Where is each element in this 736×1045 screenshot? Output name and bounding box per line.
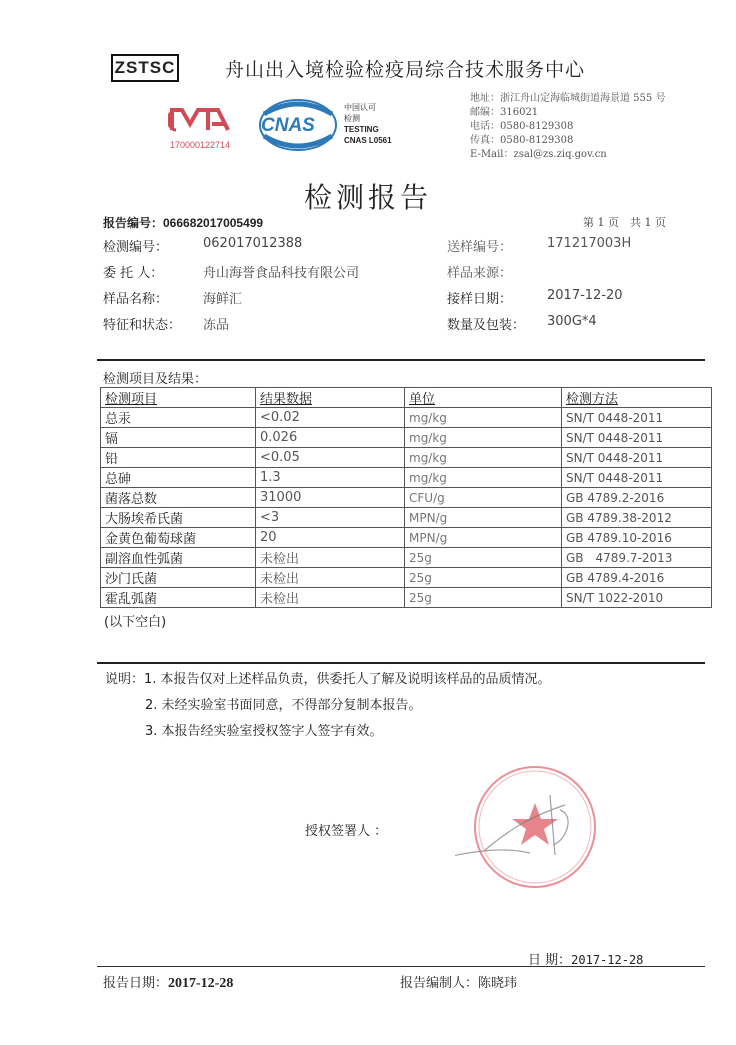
test-no: 062017012388	[203, 236, 303, 251]
sign-date: 2017-12-28	[571, 953, 644, 967]
table-row	[101, 568, 712, 588]
unit-cell: MPN/g	[405, 528, 562, 548]
divider	[97, 359, 705, 361]
item-cell: 铅	[101, 448, 256, 468]
table-row	[101, 488, 712, 508]
address-block	[470, 92, 665, 162]
method-cell: SN/T 0448-2011	[562, 428, 712, 448]
report-date: 2017-12-28	[168, 976, 234, 991]
method-cell: SN/T 0448-2011	[562, 448, 712, 468]
result-cell: 未检出	[256, 588, 405, 608]
method-cell: SN/T 1022-2010	[562, 588, 712, 608]
test-no-label: 检测编号：	[103, 240, 169, 255]
source-label: 样品来源：	[447, 266, 513, 281]
table-row	[101, 428, 712, 448]
result-cell: 20	[256, 528, 405, 548]
item-cell: 总汞	[101, 408, 256, 428]
unit-cell: 25g	[405, 548, 562, 568]
table-header-row	[101, 388, 712, 408]
report-title: 检测报告	[303, 181, 432, 214]
receive-date-label: 接样日期：	[447, 292, 513, 307]
report-number: 报告编号：066682017005499	[103, 216, 264, 230]
cnas-line: 检测	[344, 114, 360, 123]
table-row	[101, 528, 712, 548]
result-cell: 未检出	[256, 568, 405, 588]
notes-block	[105, 667, 551, 745]
signatory-label: 授权签署人 ：	[305, 824, 388, 839]
feature-label: 特征和状态：	[103, 318, 182, 333]
section-title: 检测项目及结果：	[103, 372, 208, 387]
cnas-line: TESTING	[344, 125, 379, 134]
result-cell: 1.3	[256, 468, 405, 488]
ma-code: 170000122714	[170, 140, 231, 150]
organization-name: 舟山出入境检验检疫局综合技术服务中心	[225, 59, 586, 81]
item-cell: 镉	[101, 428, 256, 448]
item-cell: 菌落总数	[101, 488, 256, 508]
result-cell: 未检出	[256, 548, 405, 568]
method-cell: GB 4789.38-2012	[562, 508, 712, 528]
feature-value: 冻品	[203, 318, 230, 333]
result-cell: <0.05	[256, 448, 405, 468]
sign-date-label: 日 期：	[528, 953, 572, 968]
method-cell: GB 4789.4-2016	[562, 568, 712, 588]
sample-name-label: 样品名称：	[103, 292, 169, 307]
method-cell: GB 4789.2-2016	[562, 488, 712, 508]
cnas-line: 中国认可	[344, 103, 376, 112]
note-item: 1. 本报告仅对上述样品负责，供委托人了解及说明该样品的品质情况。	[144, 672, 551, 687]
phone-line: 电话：0580-8129308	[470, 121, 574, 132]
sample-name: 海鲜汇	[203, 292, 243, 307]
fax-line: 传真：0580-8129308	[470, 135, 574, 146]
method-cell: GB 4789.7-2013	[562, 548, 712, 568]
item-cell: 总砷	[101, 468, 256, 488]
method-cell: SN/T 0448-2011	[562, 408, 712, 428]
unit-cell: mg/kg	[405, 448, 562, 468]
cnas-logo	[258, 98, 338, 152]
report-date-block	[103, 972, 233, 992]
table-row	[101, 408, 712, 428]
zstsc-logo: ZSTSC	[111, 54, 179, 82]
cnas-logo-text: CNAS	[261, 115, 315, 136]
unit-cell: mg/kg	[405, 408, 562, 428]
report-date-label: 报告日期：	[103, 976, 169, 991]
postcode-line: 邮编：316021	[470, 107, 539, 118]
item-cell: 霍乱弧菌	[101, 588, 256, 608]
compiler-name: 陈晓玮	[478, 976, 518, 991]
send-no-label: 送样编号：	[447, 240, 513, 255]
client-name: 舟山海誉食品科技有限公司	[203, 266, 360, 281]
unit-cell: 25g	[405, 588, 562, 608]
cnas-line: CNAS L0561	[344, 136, 392, 145]
compiler-label: 报告编制人：	[400, 976, 479, 991]
unit-cell: CFU/g	[405, 488, 562, 508]
result-cell: <0.02	[256, 408, 405, 428]
blank-note: (以下空白)	[104, 615, 167, 630]
unit-cell: mg/kg	[405, 428, 562, 448]
unit-cell: 25g	[405, 568, 562, 588]
header-item: 检测项目	[101, 388, 256, 408]
header-unit: 单位	[405, 388, 562, 408]
page-info: 第 1 页 共 1 页	[583, 216, 666, 229]
client-label: 委 托 人：	[103, 266, 164, 281]
result-cell: 31000	[256, 488, 405, 508]
qty-value: 300G*4	[547, 314, 597, 329]
item-cell: 金黄色葡萄球菌	[101, 528, 256, 548]
item-cell: 副溶血性弧菌	[101, 548, 256, 568]
table-row	[101, 508, 712, 528]
method-cell: SN/T 0448-2011	[562, 468, 712, 488]
item-cell: 大肠埃希氏菌	[101, 508, 256, 528]
address-line: 地址：浙江舟山定海临城街道海景道 555 号	[470, 93, 666, 104]
email-line: E-Mail：zsal@zs.ziq.gov.cn	[470, 149, 607, 160]
official-stamp-icon	[455, 755, 615, 905]
table-row	[101, 548, 712, 568]
header-result: 结果数据	[256, 388, 405, 408]
item-cell: 沙门氏菌	[101, 568, 256, 588]
table-row	[101, 468, 712, 488]
note-item: 3. 本报告经实验室授权签字人签字有效。	[145, 724, 383, 739]
results-table	[100, 387, 712, 608]
divider	[97, 966, 705, 967]
unit-cell: MPN/g	[405, 508, 562, 528]
cma-logo	[168, 102, 248, 152]
compiler-block	[400, 972, 517, 991]
send-no: 171217003H	[547, 236, 632, 251]
table-row	[101, 588, 712, 608]
divider	[97, 662, 705, 664]
result-cell: 0.026	[256, 428, 405, 448]
note-item: 2. 未经实验室书面同意，不得部分复制本报告。	[145, 698, 422, 713]
result-cell: <3	[256, 508, 405, 528]
table-row	[101, 448, 712, 468]
cnas-accreditation	[344, 102, 392, 146]
method-cell: GB 4789.10-2016	[562, 528, 712, 548]
header-method: 检测方法	[562, 388, 712, 408]
qty-label: 数量及包装：	[447, 318, 526, 333]
notes-label: 说明：	[105, 672, 145, 687]
unit-cell: mg/kg	[405, 468, 562, 488]
receive-date: 2017-12-20	[547, 288, 623, 303]
